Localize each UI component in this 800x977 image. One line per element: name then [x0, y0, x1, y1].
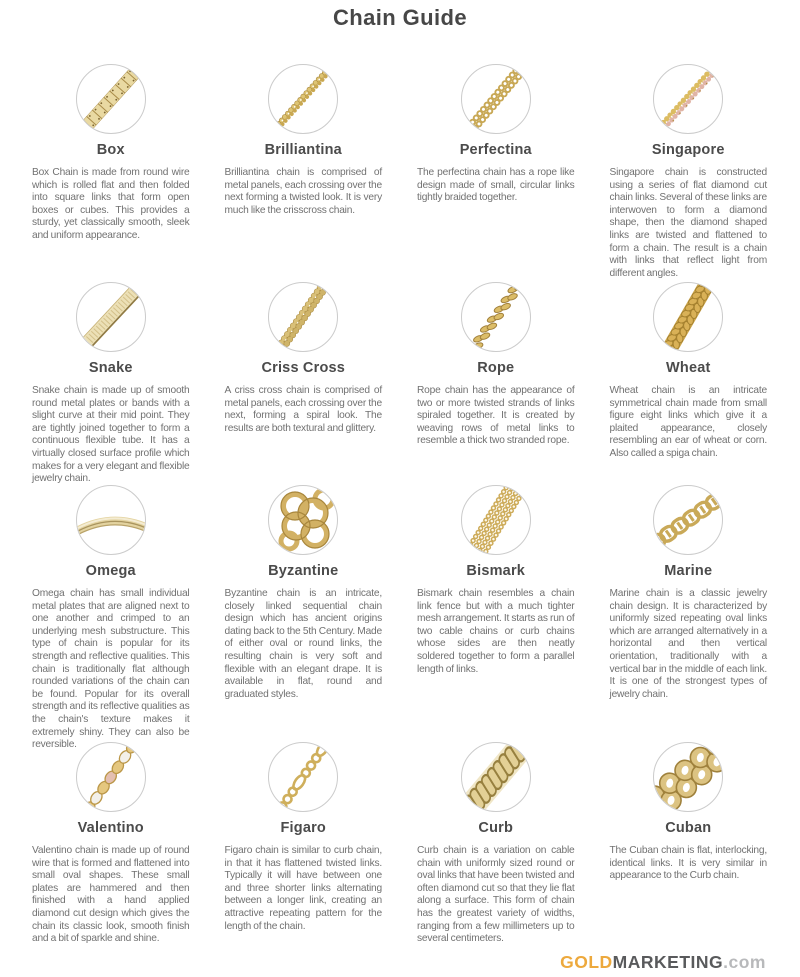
chain-name: Cuban	[665, 820, 712, 836]
chain-card-valentino	[32, 742, 190, 946]
chain-description: The Cuban chain is flat, interlocking, identical links. It is very similar in appearance to the Curb chain.	[609, 845, 767, 882]
chain-description: Omega chain has small individual metal plates that are aligned next to one another and crimped to an underlying mesh substructure. This type of chain is popular for its strength and reflective qualities. This chain is traditionally flat although rounded variations of the chain can be found. Popular for its overall strength and its reflective qualities as the chain's texture makes it extremely shiny. They can also be reversible.	[32, 588, 190, 751]
chain-card-curb	[417, 742, 575, 946]
brand-marketing-text: MARKETING	[612, 951, 724, 972]
bismark-chain-image	[461, 485, 531, 555]
chain-description: Box Chain is made from round wire which is rolled flat and then folded into square links that form open boxes or cubes. This provides a sturdy, yet classically smooth, sleek and uniform appearance.	[32, 167, 190, 241]
brand-gold-text: GOLD	[560, 951, 613, 972]
chain-description: Byzantine chain is an intricate, closely linked sequential chain design which has ancient origins dating back to the 5th Century. Made of either oval or round links, the resulting chain is very soft and flexible with an elegant drape. It is available in flat, round and graduated styles.	[224, 588, 382, 700]
chain-description: Singapore chain is constructed using a series of flat diamond cut chain links. Several of these links are interwoven to form a diamond shape, then the diamond shaped links are twisted and flattened to form a chain. The result is a chain with links that reflect light from different angles.	[609, 167, 767, 279]
chain-description: Snake chain is made up of smooth round metal plates or bands with a slight curve at their mid point. They are tightly joined together to form a continuous flexible tube. It has a virtually closed surface profile which makes for a very elegant and flexible jewelry chain.	[32, 385, 190, 485]
perfectina-chain-image	[461, 64, 531, 134]
chain-name: Figaro	[280, 820, 326, 836]
criss-cross-chain-image	[268, 282, 338, 352]
brand-domain-text: .com	[723, 951, 766, 972]
rope-chain-image	[461, 282, 531, 352]
box-chain-image	[76, 64, 146, 134]
chain-description: Rope chain has the appearance of two or more twisted strands of links spiraled together. It is created by weaving rows of metal links to resemble a thick two stranded rope.	[417, 385, 575, 447]
chain-description: Figaro chain is similar to curb chain, in that it has flattened twisted links. Typically it will have between one and three shorter links alternating between a longer link, creating an attractive repeating pattern for the length of the chain.	[224, 845, 382, 932]
chain-description: The perfectina chain has a rope like design made of small, circular links tightly braided together.	[417, 167, 575, 204]
brilliantina-chain-image	[268, 64, 338, 134]
byzantine-chain-image	[268, 485, 338, 555]
chain-name: Byzantine	[268, 563, 339, 579]
chain-card-marine	[610, 485, 768, 742]
chain-card-rope	[417, 282, 575, 485]
chain-description: Brilliantina chain is comprised of metal panels, each crossing over the next forming a twisted look. It is very much like the crisscross chain.	[224, 167, 382, 216]
omega-chain-image	[76, 485, 146, 555]
chain-name: Omega	[85, 563, 136, 579]
chain-card-box	[32, 64, 190, 282]
chain-name: Snake	[88, 360, 133, 376]
chain-description: Curb chain is a variation on cable chain with uniformly sized round or oval links that have been twisted and often diamond cut so that they lie flat along a surface. This form of chain has the greatest variety of widths, ranging from a few millimeters up to several centimeters.	[417, 845, 575, 945]
chain-card-byzantine	[225, 485, 383, 742]
chain-card-perfectina	[417, 64, 575, 282]
curb-chain-image	[461, 742, 531, 812]
chain-grid	[32, 64, 767, 946]
chain-description: Bismark chain resembles a chain link fence but with a much tighter mesh arrangement. It starts as run of two cable chains or curb chains whose sides are then neatly soldered together to form a parallel length of links.	[417, 588, 575, 675]
chain-name: Perfectina	[459, 142, 532, 158]
chain-card-singapore	[610, 64, 768, 282]
chain-name: Rope	[477, 360, 515, 376]
snake-chain-image	[76, 282, 146, 352]
chain-name: Singapore	[651, 142, 725, 158]
chain-card-bismark	[417, 485, 575, 742]
chain-name: Curb	[478, 820, 514, 836]
brand-logo	[560, 951, 766, 972]
figaro-chain-image	[268, 742, 338, 812]
chain-name: Valentino	[77, 820, 144, 836]
chain-name: Wheat	[666, 360, 711, 376]
chain-name: Criss Cross	[261, 360, 346, 376]
page-title: Chain Guide	[333, 5, 467, 30]
chain-description: Valentino chain is made up of round wire that is formed and flattened into small oval shapes. These small plates are hammered and then finished with a hand applied diamond cut design which gives the chain its classic look, smooth finish and a bit of sparkle and shine.	[32, 845, 190, 945]
chain-name: Brilliantina	[264, 142, 342, 158]
chain-card-omega	[32, 485, 190, 751]
chain-description: Marine chain is a classic jewelry chain design. It is characterized by uniformly sized repeating oval links which are arranged alternatively in a horizontal and then vertical orientation, traditionally with a vertical bar in the middle of each link. It is one of the strongest types of jewelry chain.	[609, 588, 767, 700]
singapore-chain-image	[653, 64, 723, 134]
chain-card-figaro	[225, 742, 383, 946]
wheat-chain-image	[653, 282, 723, 352]
chain-description: A criss cross chain is comprised of metal panels, each crossing over the next, forming a spiral look. The results are both textural and glittery.	[224, 385, 382, 434]
chain-description: Wheat chain is an intricate symmetrical chain made from small figure eight links which give it a plaited appearance, closely resembling an ear of wheat or corn. Also called a spiga chain.	[609, 385, 767, 459]
chain-card-snake	[32, 282, 190, 485]
chain-name: Marine	[664, 563, 713, 579]
chain-name: Box	[96, 142, 125, 158]
chain-name: Bismark	[466, 563, 526, 579]
marine-chain-image	[653, 485, 723, 555]
chain-card-criss-cross	[225, 282, 383, 485]
chain-card-brilliantina	[225, 64, 383, 282]
chain-card-cuban	[610, 742, 768, 946]
chain-card-wheat	[610, 282, 768, 485]
valentino-chain-image	[76, 742, 146, 812]
cuban-chain-image	[653, 742, 723, 812]
